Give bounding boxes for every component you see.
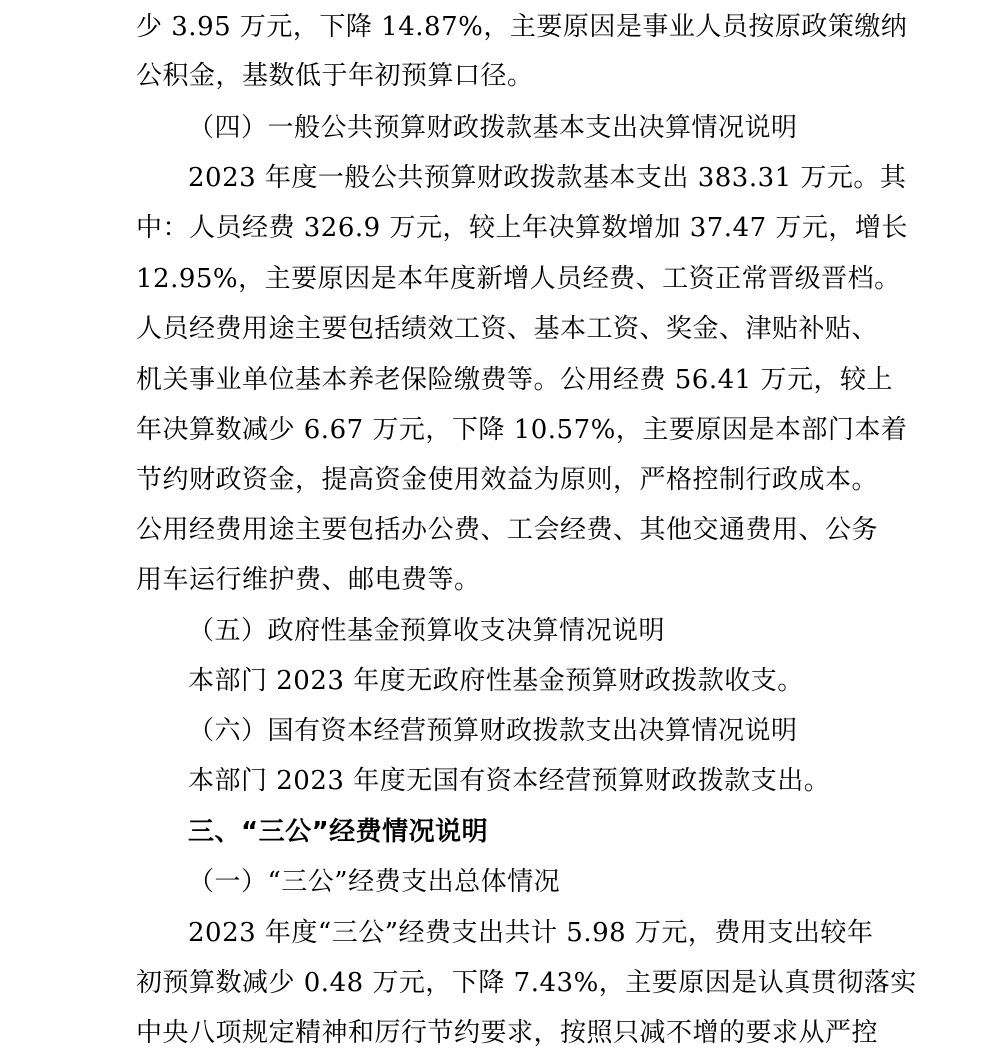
text-line: 中：人员经费 326.9 万元，较上年决算数增加 37.47 万元，增长 — [136, 213, 908, 243]
chapter-heading: 三、“三公”经费情况说明 — [188, 817, 489, 847]
text-line: 年决算数减少 6.67 万元，下降 10.57%，主要原因是本部门本着 — [136, 415, 908, 445]
text-line: 本部门 2023 年度无政府性基金预算财政拨款收支。 — [188, 666, 804, 696]
text-line: 初预算数减少 0.48 万元，下降 7.43%，主要原因是认真贯彻落实 — [136, 968, 917, 998]
section-heading: （五）政府性基金预算收支决算情况说明 — [188, 616, 666, 646]
text-line: 公积金，基数低于年初预算口径。 — [136, 61, 534, 91]
text-line: 本部门 2023 年度无国有资本经营预算财政拨款支出。 — [188, 766, 831, 796]
text-line: 少 3.95 万元，下降 14.87%，主要原因是事业人员按原政策缴纳 — [136, 12, 908, 42]
text-line: 2023 年度一般公共预算财政拨款基本支出 383.31 万元。其 — [188, 163, 907, 193]
text-line: 2023 年度“三公”经费支出共计 5.98 万元，费用支出较年 — [188, 918, 874, 948]
section-heading: （六）国有资本经营预算财政拨款支出决算情况说明 — [188, 716, 798, 746]
text-line: 节约财政资金，提高资金使用效益为原则，严格控制行政成本。 — [136, 465, 879, 495]
text-line: 中央八项规定精神和厉行节约要求，按照只减不增的要求从严控 — [136, 1018, 879, 1048]
text-line: 公用经费用途主要包括办公费、工会经费、其他交通费用、公务 — [136, 515, 879, 545]
text-line: 12.95%，主要原因是本年度新增人员经费、工资正常晋级晋档。 — [136, 264, 901, 294]
section-heading: （一）“三公”经费支出总体情况 — [188, 867, 561, 897]
section-heading: （四）一般公共预算财政拨款基本支出决算情况说明 — [188, 113, 798, 143]
text-line: 用车运行维护费、邮电费等。 — [136, 565, 481, 595]
text-line: 机关事业单位基本养老保险缴费等。公用经费 56.41 万元，较上 — [136, 365, 893, 395]
text-line: 人员经费用途主要包括绩效工资、基本工资、奖金、津贴补贴、 — [136, 314, 879, 344]
